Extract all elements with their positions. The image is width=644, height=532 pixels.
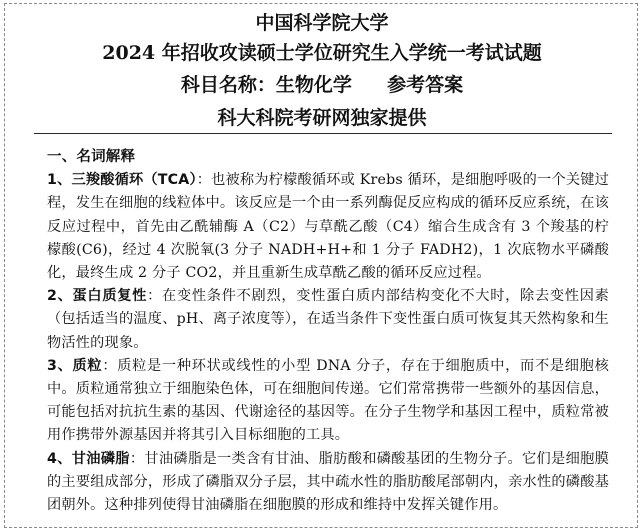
definition-text: ：质粒是一种环状或线性的小型 DNA 分子，存在于细胞质中，而不是细胞核中。质粒通常独立于细胞染色体，可在细胞间传递。它们常常携带一些额外的基因信息，可能包括对抗抗生素的基因、代谢途径的基因等。在分子生物学和基因工程中，质粒常被用作携带外源基因并将其引入目标细胞的工具。 <box>47 357 609 444</box>
definition-entry <box>47 169 609 285</box>
exam-title: 2024 年招收攻读硕士学位研究生入学统一考试试题 <box>102 42 542 64</box>
definition-entry <box>47 285 609 355</box>
definition-term: 1、三羧酸循环（TCA） <box>47 172 197 189</box>
subject-line <box>0 70 644 97</box>
answer-label: 参考答案 <box>387 74 464 96</box>
definition-entry <box>47 448 609 518</box>
definition-term: 4、甘油磷脂 <box>47 450 130 467</box>
definition-text: ：也被称为柠檬酸循环或 Krebs 循环，是细胞呼吸的一个关键过程，发生在细胞的线粒体中。该反应是一个由一系列酶促反应构成的循环反应系统，在该反应过程中，首先由乙酰辅酶 A（C2）与草酰乙酸（C4）缩合生成含有 3 个羧基的柠檬酸(C6)，经过 4 次脱氧(3 分子 NADH+H+和 1 分子 FADH2)，1 次底物水平磷酸化，最终生成 2 分子 CO2，并且重新生成草酰乙酸的循环反应过程。 <box>47 172 609 282</box>
header-divider <box>34 133 612 134</box>
provider-line: 科大科院考研网独家提供 <box>217 107 427 129</box>
answer-content <box>47 146 609 517</box>
definition-entry <box>47 355 609 448</box>
section-title: 一、名词解释 <box>47 149 136 165</box>
definition-text: ：在变性条件不剧烈，变性蛋白质内部结构变化不大时，除去变性因素（包括适当的温度、pH、离子浓度等），在适当条件下变性蛋白质可恢复其天然构象和生物活性的现象。 <box>47 288 609 351</box>
definition-term: 2、蛋白质复性 <box>47 288 148 305</box>
definition-text: ：甘油磷脂是一类含有甘油、脂肪酸和磷酸基团的生物分子。它们是细胞膜的主要组成部分，形成了磷脂双分子层，其中疏水性的脂肪酸尾部朝内，亲水性的磷酸基团朝外。这种排列使得甘油磷脂在细胞膜的形成和维持中发挥关键作用。 <box>47 450 610 514</box>
university-name: 中国科学院大学 <box>255 12 389 34</box>
definition-term: 3、质粒 <box>47 357 103 374</box>
subject-label: 科目名称：生物化学 <box>180 74 352 96</box>
